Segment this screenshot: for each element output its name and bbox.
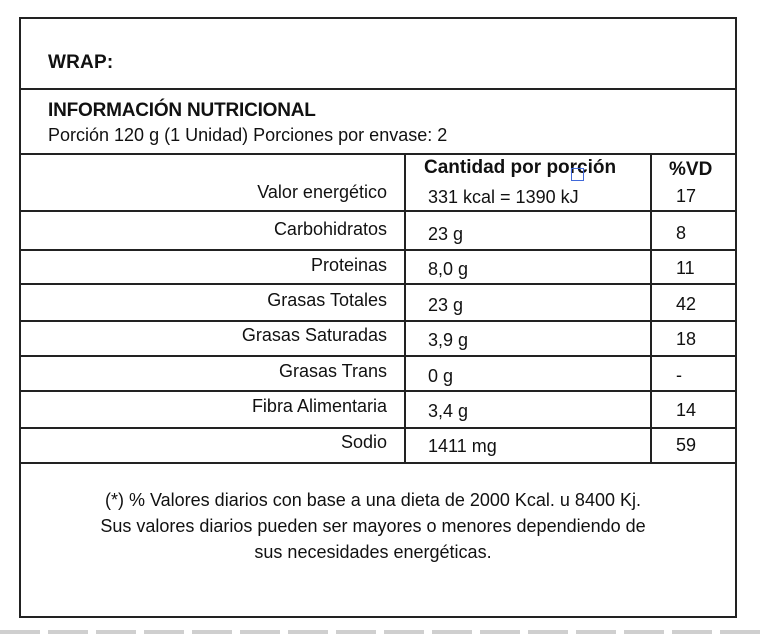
amount-column-header: Cantidad por porción xyxy=(424,157,617,178)
vd-column-header: %VD xyxy=(669,159,713,180)
bottom-edge-strip xyxy=(0,630,760,634)
nutrient-name: Sodio xyxy=(340,432,387,452)
nutrient-vd: 17 xyxy=(676,186,697,206)
row-divider xyxy=(20,210,736,212)
nutrient-amount: 3,4 g xyxy=(428,401,469,421)
table-bottom-divider xyxy=(20,462,736,464)
nutrient-amount: 3,9 g xyxy=(428,330,469,350)
nutrient-name: Fibra Alimentaria xyxy=(251,396,387,416)
footnote xyxy=(22,487,724,565)
nutrient-vd: 18 xyxy=(676,329,697,349)
nutrient-vd: - xyxy=(676,365,682,385)
nutrient-name: Grasas Saturadas xyxy=(241,325,387,345)
nutrient-name: Grasas Totales xyxy=(267,290,387,310)
header-divider xyxy=(20,153,736,155)
nutrient-vd: 8 xyxy=(676,223,687,243)
row-divider xyxy=(20,283,736,285)
nutrient-name: Valor energético xyxy=(257,182,387,202)
product-title: WRAP: xyxy=(48,52,114,73)
nutrient-vd: 11 xyxy=(676,258,695,278)
nutrient-vd: 42 xyxy=(676,294,697,314)
row-divider xyxy=(20,355,736,357)
nutrient-amount: 0 g xyxy=(428,366,454,386)
footnote-line: Sus valores diarios pueden ser mayores o menores dependiendo de xyxy=(100,516,646,536)
nutrient-vd: 14 xyxy=(676,400,697,420)
nutrient-name: Carbohidratos xyxy=(273,219,387,239)
vd-column-divider xyxy=(650,153,652,463)
amount-column-divider xyxy=(404,153,406,463)
nutrient-amount: 8,0 g xyxy=(428,259,469,279)
selection-handle-icon[interactable] xyxy=(571,168,584,181)
title-divider xyxy=(20,88,736,90)
portion-info: Porción 120 g (1 Unidad) Porciones por envase: 2 xyxy=(48,125,448,145)
row-divider xyxy=(20,320,736,322)
row-divider xyxy=(20,427,736,429)
nutrient-vd: 59 xyxy=(676,435,697,455)
nutrient-name: Grasas Trans xyxy=(278,361,387,381)
nutrient-amount: 23 g xyxy=(428,224,464,244)
nutrient-name: Proteinas xyxy=(310,255,387,275)
nutrient-amount: 23 g xyxy=(428,295,464,315)
footnote-line: (*) % Valores diarios con base a una dieta de 2000 Kcal. u 8400 Kj. xyxy=(104,490,641,510)
footnote-line: sus necesidades energéticas. xyxy=(254,542,492,562)
row-divider xyxy=(20,390,736,392)
nutrient-amount: 331 kcal = 1390 kJ xyxy=(428,187,579,207)
section-title: INFORMACIÓN NUTRICIONAL xyxy=(48,100,316,121)
nutrient-amount: 1411 mg xyxy=(428,436,497,456)
row-divider xyxy=(20,249,736,251)
